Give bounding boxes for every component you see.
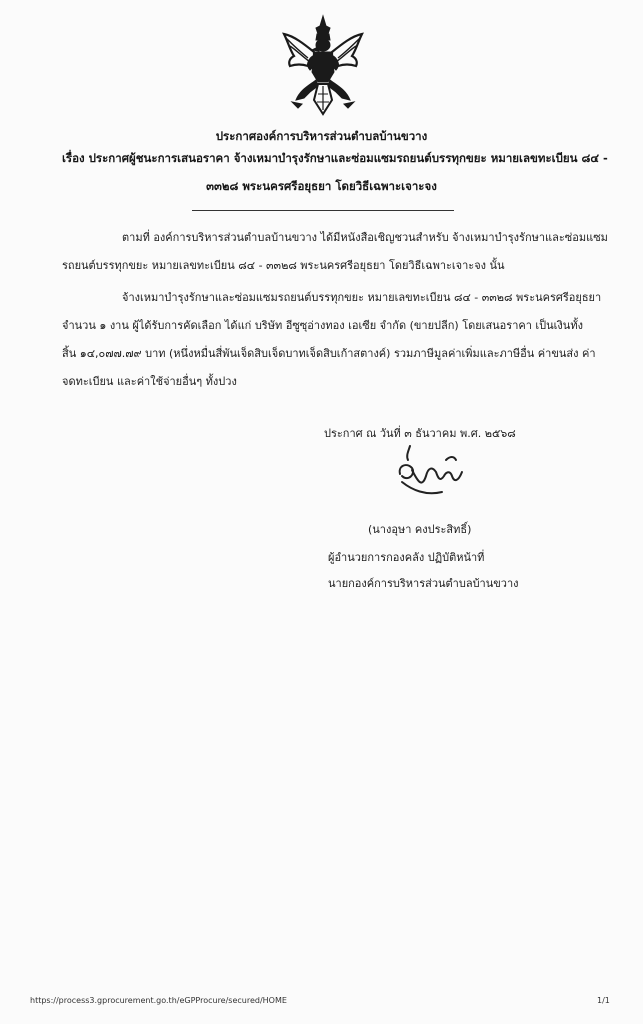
garuda-emblem-icon — [278, 14, 368, 118]
document-title: ประกาศองค์การบริหารส่วนตำบลบ้านขวาง — [215, 129, 428, 143]
subject-line-2: ๓๓๒๘ พระนครศรีอยุธยา โดยวิธีเฉพาะเจาะจง — [206, 179, 437, 193]
subject-line-1: เรื่อง ประกาศผู้ชนะการเสนอราคา จ้างเหมาบำรุงรักษาและซ่อมแซมรถยนต์บรรทุกขยะ หมายเลขทะเบียน ๘๔ - — [62, 151, 608, 165]
handwritten-signature-icon — [392, 442, 474, 502]
signer-name: (นางอุษา คงประสิทธิ์) — [368, 523, 472, 536]
header-divider — [192, 210, 454, 211]
paragraph-2-line-1: จ้างเหมาบำรุงรักษาและซ่อมแซมรถยนต์บรรทุกขยะ หมายเลขทะเบียน ๘๔ - ๓๓๒๘ พระนครศรีอยุธยา — [122, 291, 602, 304]
paragraph-1-line-1: ตามที่ องค์การบริหารส่วนตำบลบ้านขวาง ได้มีหนังสือเชิญชวนสำหรับ จ้างเหมาบำรุงรักษาและซ่อมแซม — [122, 231, 608, 244]
paragraph-2-line-4: จดทะเบียน และค่าใช้จ่ายอื่นๆ ทั้งปวง — [62, 375, 237, 388]
signer-position-2: นายกองค์การบริหารส่วนตำบลบ้านขวาง — [328, 577, 519, 590]
paragraph-2-line-2: จำนวน ๑ งาน ผู้ได้รับการคัดเลือก ได้แก่ บริษัท อีซูซุอ่างทอง เอเซีย จำกัด (ขายปลีก) โดยเสนอราคา เป็นเงินทั้ง — [62, 319, 583, 332]
paragraph-2-line-3: สิ้น ๑๔,๐๗๗.๗๙ บาท (หนึ่งหมื่นสี่พันเจ็ดสิบเจ็ดบาทเจ็ดสิบเก้าสตางค์) รวมภาษีมูลค่าเพิ่มและภาษีอื่น ค่าขนส่ง ค่า — [62, 347, 596, 360]
signer-position-1: ผู้อำนวยการกองคลัง ปฏิบัติหน้าที่ — [328, 551, 485, 564]
footer-page-number: 1/1 — [597, 996, 610, 1005]
paragraph-1-line-2: รถยนต์บรรทุกขยะ หมายเลขทะเบียน ๘๔ - ๓๓๒๘ พระนครศรีอยุธยา โดยวิธีเฉพาะเจาะจง นั้น — [62, 259, 505, 272]
announcement-date: ประกาศ ณ วันที่ ๓ ธันวาคม พ.ศ. ๒๕๖๘ — [324, 427, 516, 440]
footer-url: https://process3.gprocurement.go.th/eGPProcure/secured/HOME — [30, 996, 287, 1005]
